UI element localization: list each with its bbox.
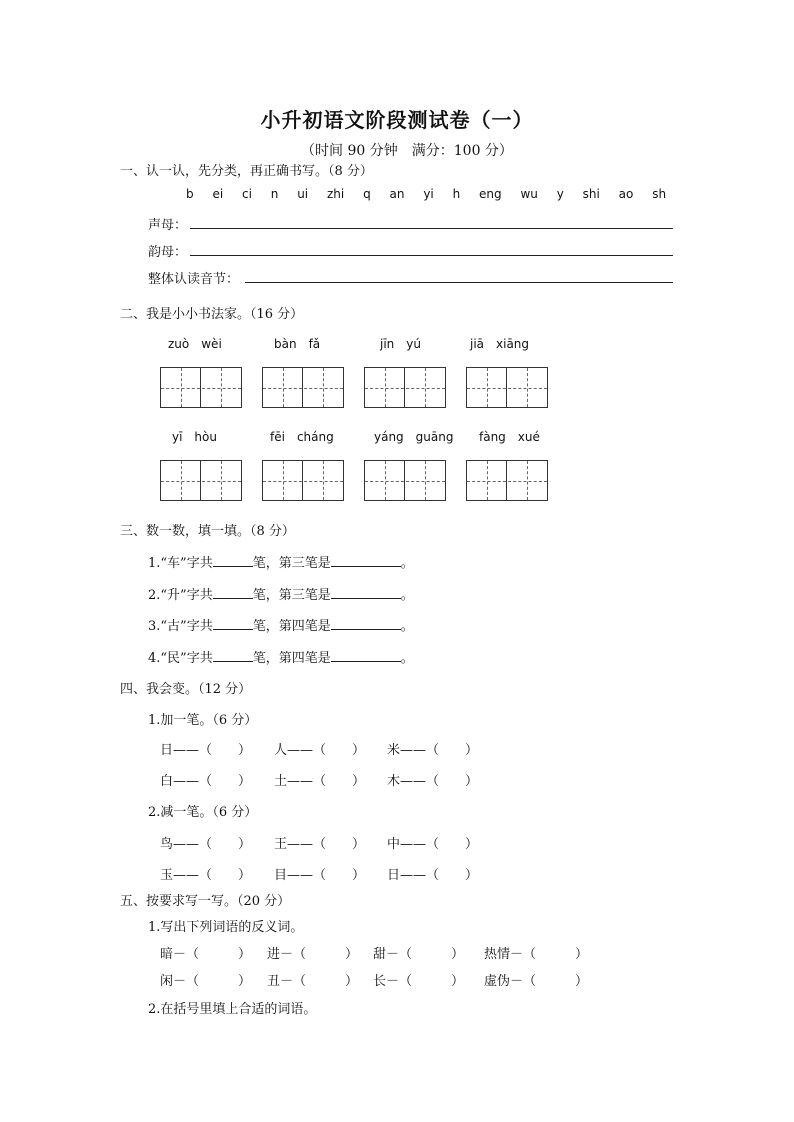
- antonym-question: 丑－（ ）: [267, 974, 359, 989]
- yunmu-answer-line[interactable]: [190, 255, 673, 256]
- antonym-question: 甜－（ ）: [373, 947, 465, 962]
- pinyin-word: yī hòu: [172, 430, 217, 444]
- section-5-heading: 五、按要求写一写。（20 分）: [120, 894, 291, 909]
- stroke-count-blank[interactable]: [213, 586, 253, 599]
- pinyin-word: jīn yú: [380, 337, 421, 351]
- stroke-count-blank[interactable]: [213, 554, 253, 567]
- char-question: 中——（ ）: [387, 837, 479, 852]
- pinyin-letter: sh: [652, 187, 667, 201]
- page-title: 小升初语文阶段测试卷（一）: [260, 108, 534, 132]
- pinyin-letter: wu: [520, 187, 538, 201]
- char-question: 日——（ ）: [387, 868, 479, 883]
- pinyin-letters-row: [186, 187, 681, 201]
- char-question: 王——（ ）: [274, 837, 366, 852]
- char-question: 木——（ ）: [387, 774, 479, 789]
- section-3-heading: 三、数一数，填一填。（8 分）: [120, 524, 295, 539]
- stroke-blank[interactable]: [331, 617, 401, 630]
- pinyin-word: fàng xué: [479, 430, 540, 444]
- stroke-blank[interactable]: [331, 554, 401, 567]
- pinyin-letter: h: [452, 187, 461, 201]
- char-question: 玉——（ ）: [160, 868, 252, 883]
- stroke-count-blank[interactable]: [213, 617, 253, 630]
- section-4-heading: 四、我会变。（12 分）: [120, 682, 252, 697]
- antonym-question: 虚伪－（ ）: [484, 974, 589, 989]
- stroke-question: 4.“民”字共 笔，第四笔是 。: [148, 651, 414, 666]
- stroke-question: 3.“古”字共 笔，第四笔是 。: [148, 619, 414, 634]
- zhengti-label: 整体认读音节：: [148, 272, 240, 287]
- antonym-question: 热情－（ ）: [484, 947, 589, 962]
- char-question: 白——（ ）: [160, 774, 252, 789]
- pinyin-letter: shi: [582, 187, 600, 201]
- stroke-count-blank[interactable]: [213, 649, 253, 662]
- pinyin-word: jiā xiāng: [470, 337, 530, 351]
- writing-grid[interactable]: [160, 367, 242, 408]
- pinyin-letter: ci: [242, 187, 252, 201]
- pinyin-letter: zhi: [326, 187, 345, 201]
- pinyin-word: fēi cháng: [270, 430, 334, 444]
- pinyin-word: zuò wèi: [168, 337, 222, 351]
- pinyin-letter: an: [389, 187, 405, 201]
- stroke-question: 1.“车”字共 笔，第三笔是 。: [148, 556, 414, 571]
- pinyin-letter: n: [270, 187, 279, 201]
- pinyin-word: yáng guāng: [374, 430, 454, 444]
- char-question: 目——（ ）: [274, 868, 366, 883]
- antonym-question: 暗－（ ）: [160, 947, 252, 962]
- antonym-question: 进－（ ）: [267, 947, 359, 962]
- stroke-blank[interactable]: [331, 586, 401, 599]
- pinyin-letter: y: [556, 187, 564, 201]
- antonym-subheading: 1.写出下列词语的反义词。: [148, 920, 304, 935]
- stroke-blank[interactable]: [331, 649, 401, 662]
- pinyin-letter: b: [186, 187, 194, 201]
- remove-stroke-subheading: 2.减一笔。（6 分）: [148, 805, 258, 820]
- writing-grid[interactable]: [262, 460, 344, 501]
- writing-grid[interactable]: [160, 460, 242, 501]
- shengmu-label: 声母：: [148, 218, 188, 233]
- yunmu-label: 韵母：: [148, 245, 188, 260]
- fill-words-subheading: 2.在括号里填上合适的词语。: [148, 1002, 317, 1017]
- exam-info: （时间 90 分钟 满分：100 分）: [301, 143, 513, 159]
- shengmu-answer-line[interactable]: [190, 228, 673, 229]
- writing-grid[interactable]: [262, 367, 344, 408]
- char-question: 米——（ ）: [387, 743, 479, 758]
- pinyin-letter: ei: [212, 187, 224, 201]
- writing-grid[interactable]: [466, 367, 548, 408]
- pinyin-letter: ui: [297, 187, 309, 201]
- antonym-question: 闲－（ ）: [160, 974, 252, 989]
- zhengti-answer-line[interactable]: [245, 282, 673, 283]
- char-question: 日——（ ）: [160, 743, 252, 758]
- pinyin-letter: ao: [618, 187, 634, 201]
- add-stroke-subheading: 1.加一笔。（6 分）: [148, 713, 258, 728]
- pinyin-letter: eng: [479, 187, 502, 201]
- char-question: 土——（ ）: [274, 774, 366, 789]
- section-1-heading: 一、认一认，先分类，再正确书写。（8 分）: [120, 164, 373, 179]
- writing-grid[interactable]: [466, 460, 548, 501]
- pinyin-letter: q: [363, 187, 371, 201]
- pinyin-letter: yi: [423, 187, 434, 201]
- antonym-question: 长－（ ）: [373, 974, 465, 989]
- char-question: 鸟——（ ）: [160, 837, 252, 852]
- section-2-heading: 二、我是小小书法家。（16 分）: [120, 307, 304, 322]
- pinyin-word: bàn fǎ: [274, 337, 321, 351]
- char-question: 人——（ ）: [274, 743, 366, 758]
- stroke-question: 2.“升”字共 笔，第三笔是 。: [148, 588, 414, 603]
- writing-grid[interactable]: [364, 367, 446, 408]
- writing-grid[interactable]: [364, 460, 446, 501]
